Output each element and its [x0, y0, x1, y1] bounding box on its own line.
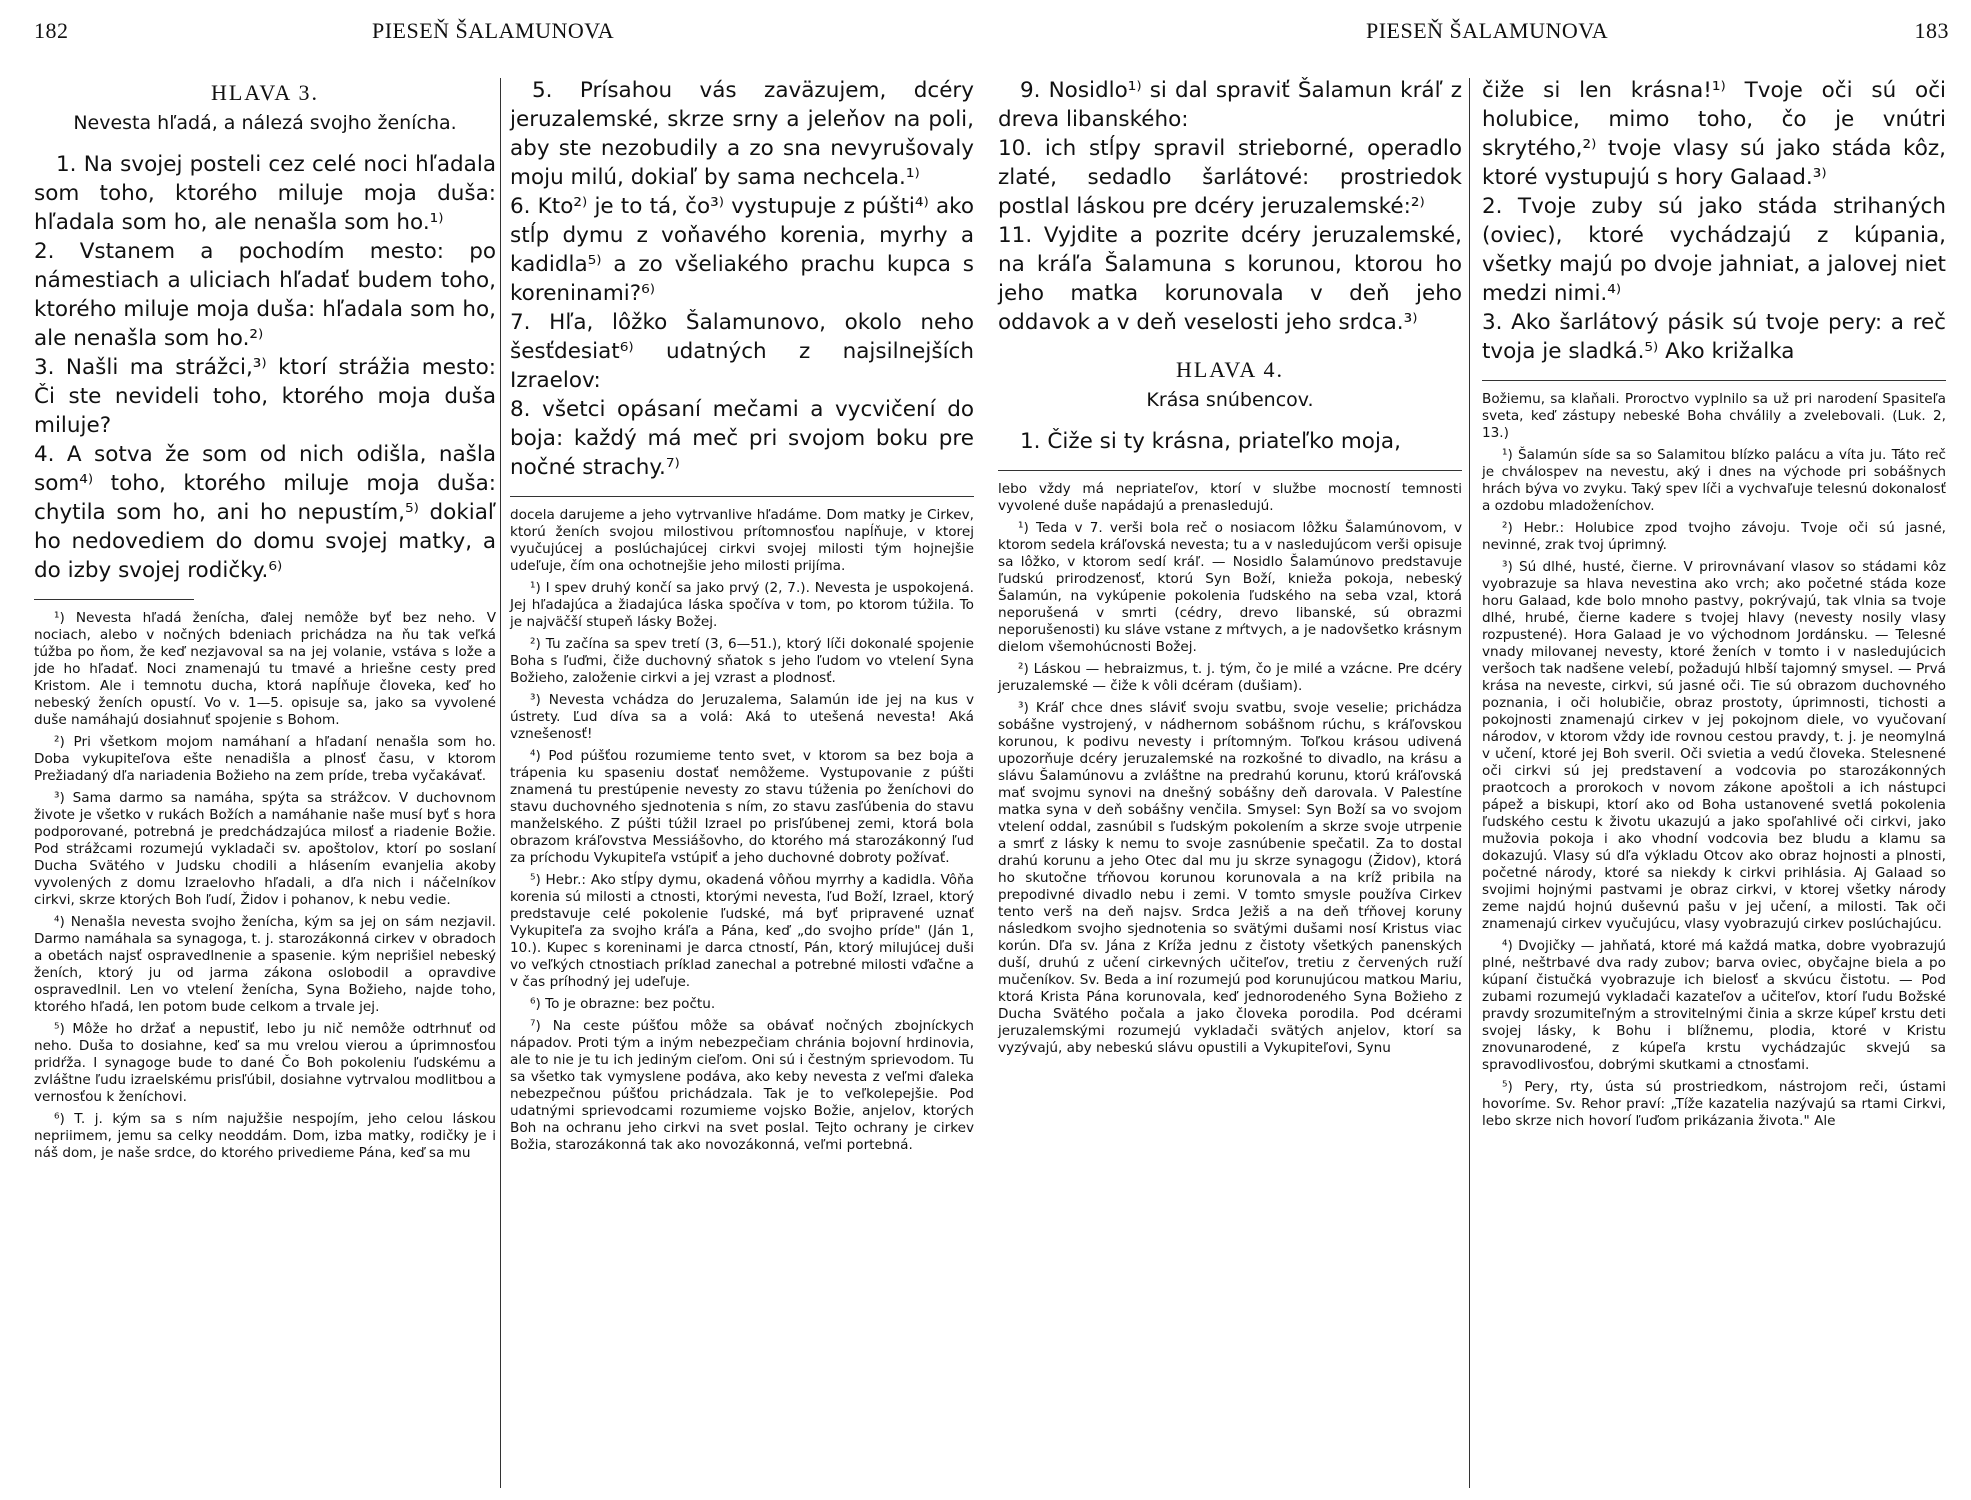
verse: 3. Ako šarlátový pásik sú tvoje pery: a reč tvoja je sladká.⁵⁾ Ako križalka — [1482, 310, 1946, 364]
footnote: ⁴) Pod púšťou rozumieme tento svet, v ktorom sa bez boja a trápenia ku spaseniu dostať nemôžeme. Vystupovanie z púšti znamená tu prestúpenie nevesty zo stavu túženia po ženíchovi do stavu duchovného sjednotenia s ním, zo stavu zasľúbenia do stavu manželského. Z púšti túžil Izrael po prisľúbenej zemi, ktorá bola obrazom kráľovstva Messiášovho, do ktorého má starozákonný ľud za príchodu Vykupiteľa vstúpiť a jeho duchovné dobroty požívať. — [510, 748, 974, 866]
footnote: ⁶) T. j. kým sa s ním najužšie nespojím, jeho celou láskou nepriimem, jemu sa celky neoddám. Dom, izba matky, rodičky je i náš dom, je naše srdce, do ktorého privedieme Pána, keď sa mu — [34, 1111, 496, 1161]
verse: 2. Vstanem a pochodím mesto: po námestiach a uliciach hľadať budem toho, ktorého miluje moja duša: hľadala som ho, ale nenašla som ho.²⁾ — [34, 239, 496, 351]
verses — [998, 76, 1462, 337]
footnote: ¹) Šalamún síde sa so Salamitou blízko palácu a víta ju. Táto reč je chválospev na nevestu, aký i dnes na východe pri sobášnych hrách býva vo zvyku. Taký spev líči a vychvaľuje telesnú dokonalosť a ozdobu mladoženíchov. — [1482, 447, 1946, 514]
footnote: ²) Tu začína sa spev tretí (3, 6—51.), ktorý líči dokonalé spojenie Boha s ľuďmi, čiže duchovný sňatok s jeho ľudom vo vtelení Syna Božieho, založenie cirkvi a jej vzrast a plodnosť. — [510, 636, 974, 686]
footnote: ²) Hebr.: Holubice zpod tvojho závoju. Tvoje oči sú jasné, nevinné, zrak tvoj úprimný. — [1482, 520, 1946, 553]
footnote: ¹) I spev druhý končí sa jako prvý (2, 7.). Nevesta je uspokojená. Jej hľadajúca a žiadajúca láska spočíva v tom, po ktorom túžila. To je najväčší stupeň lásky Božej. — [510, 580, 974, 630]
running-head — [0, 18, 985, 52]
footnote: ⁵) Môže ho držať a nepustiť, lebo ju nič nemôže odtrhnuť od neho. Duša to dosiahne, keď sa mu vrelou vierou a úprimnosťou pridŕža. I synagoge bude to dané Čo Boh pokoleniu ľudskému a zvláštne ľudu izraelskému prisľúbil, dosiahne vytrvalou modlitbou a vernosťou k ženíchovi. — [34, 1021, 496, 1105]
footnotes — [1482, 391, 1946, 1130]
chapter-heading: HLAVA 3. — [210, 80, 320, 105]
column-right — [1482, 76, 1946, 1135]
footnote: ⁴) Dvojičky — jahňatá, ktoré má každá matka, dobre vyobrazujú plné, neštrbavé dva rady zubov; barva oviec, obyčajne biela a po kúpaní čistučká vyobrazuje ich bielosť a skvúcu čistotu. — Pod zubami rozumejú vykladači kazateľov a učiteľov, ktorí ľudu Božské pravdy srozumiteľným a strovitelnými činia a skrze kúpeľ krstu deti svojej lásky, k Bohu i blížnemu, plodia, ktoré v Kristu znovunarodené, z kúpeľa krstu vychádzajúc skvejú sa spravodlivosťou, dobrými skutkami a ctnosťami. — [1482, 938, 1946, 1073]
footnote-continuation: Božiemu, sa klaňali. Proroctvo vyplnilo sa už pri narodení Spasiteľa sveta, keď zástupy nebeské Boha chválily a zvelebovali. (Luk. 2, 13.) — [1482, 391, 1946, 441]
footnote-continuation: lebo vždy má nepriateľov, ktorí v službe mocností temnosti vyvolené duše napádajú a prenasledujú. — [998, 481, 1462, 514]
chapter-subtitle: Nevesta hľadá, a nálezá svojho ženícha. — [73, 112, 457, 134]
verse: 9. Nosidlo¹⁾ si dal spraviť Šalamun kráľ z dreva libanského: — [998, 78, 1462, 132]
footnote-divider — [510, 496, 974, 497]
verses — [34, 150, 496, 585]
footnote: ³) Kráľ chce dnes sláviť svoju svatbu, svoje veselie; prichádza sobášne vystrojený, v nádhernom sobášnom rúchu, s kráľovskou korunou, k podivu nevesty i prítomným. Toľkou krásou udivená upozorňuje dcéry jeruzalemské na rozkošné to divadlo, na krásu a slávu Šalamúnovu a zvláštne na predrahú korunu, ktorú kráľovská mať svojmu synovi na dnešný sobášny deň darovala. V Palestíne matka syna v deň sobášny venčila. Smysel: Syn Boží sa vo svojom vtelení oddal, zasnúbil s ľudským pokolením a skrze svoje utrpenie a smrť z lásky k nemu to svoje zasnúbenie spečatil. Za to dostal drahú korunu a jeho Otec dal mu ju skrze synagogu (Židov), ktorá ho skutočne tŕňovou korunou korunovala a na kríž pribila na prepodivné divadlo nebu i zemi. V tomto smysle používa Cirkev tento verš na deň najsv. Srdca Ježiš a na deň tŕňovej koruny následkom svojho sjednotenia so svätými dušami nosí Kristus viac korún. Dľa sv. Jána z Kríža jednu z čistoty všetkých panenských duší, druhú z učení cirkevných učiteľov, tretiu z červených ruží mučeníkov. Sv. Beda a iní rozumejú pod korunujúcou matkou Mariu, ktorá Krista Pána korunovala, keď jednorodeného Syna Božieho z Ducha Svätého počala a jako človeka porodila. Pod dcérami jeruzalemskými rozumejú vykladači svätých anjelov, ktorí sa vyzývajú, aby nebeskú slávu opustili a Vykupiteľovi, Synu — [998, 700, 1462, 1056]
running-title: PIESEŇ ŠALAMUNOVA — [1366, 18, 1609, 43]
footnote: ⁵) Hebr.: Ako stĺpy dymu, okadená vôňou myrrhy a kadidla. Vôňa korenia sú milosti a ctnosti, ktorými nevesta, ľud Boží, Izrael, ktorý predstavuje celé pokolenie ľudské, má byť pripravené uznať Vykupiteľa za svojho kráľa a Pána, keď „do svojho príde" (Ján 1, 10.). Kupec s koreninami je darca ctností, Pán, ktorý milujúcej duši vo veľkých ctnostiach príklad zanechal a potrebné milosti vďačne a v čas príhodný jej udeľuje. — [510, 872, 974, 990]
column-rule — [1469, 78, 1470, 1488]
verse: 11. Vyjdite a pozrite dcéry jeruzalemské, na kráľa Šalamuna s korunou, ktorou ho jeho matka korunovala v deň jeho oddavok a v deň veselosti jeho srdca.³⁾ — [998, 223, 1462, 335]
footnote: ²) Pri všetkom mojom namáhaní a hľadaní nenašla som ho. Doba vykupiteľova ešte nenadišla a plnosť času, v ktorom Prežiadaný dľa nariadenia Božieho na zem príde, treba vyčakávať. — [34, 734, 496, 784]
verse: 4. A sotva že som od nich odišla, našla som⁴⁾ toho, ktorého miluje moja duša: chytila som ho, ani ho nepustím,⁵⁾ dokiaľ ho nedovediem do domu svojej matky, a do izby svojej rodičky.⁶⁾ — [34, 442, 496, 583]
running-title: PIESEŇ ŠALAMUNOVA — [372, 18, 615, 43]
chapter-subtitle: Krása snúbencov. — [1146, 389, 1314, 411]
page-number: 182 — [34, 18, 69, 43]
verses — [510, 76, 974, 482]
footnote: ¹) Nevesta hľadá ženícha, ďalej nemôže byť bez neho. V nociach, alebo v nočných bdeniach prichádza na ňu tak veľká túžba po ňom, že keď nezjavoval sa na jej volanie, vstáva s lože a jde ho hľadať. Noci znamenajú tu tmavé a hriešne cesty pred Kristom. Ale i temnotu ducha, ktorá napĺňuje človeka, keď ho nebeský ženích opustí. Vo v. 1—5. opisuje sa, jako sa vyvolené duše namáhajú dosiahnuť spojenie s Bohom. — [34, 610, 496, 728]
column-left — [998, 76, 1462, 1062]
verse: 1. Na svojej posteli cez celé noci hľadala som toho, ktorého miluje moja duša: hľadala som ho, ale nenašla som ho.¹⁾ — [34, 152, 496, 235]
footnote: ³) Sú dlhé, husté, čierne. V prirovnávaní vlasov so stádami kôz vyobrazuje sa hlava nevestina ako vrch; ako početné stáda koze horu Galaad, kde bolo mnoho pastvy, pokrývajú, tak vlnia sa tvoje dlhé, hrubé, čierne kadere s tvojej hlavy (nevesty nosily vlasy rozpustené). Hora Galaad je vo východnom Jordánsku. — Telesné vnady milovanej nevesty, ktoré ženích v tomto i v nasledujúcich veršoch tak nadšene velebí, požadujú hlbší tajomný smysel. — Prvá krása na neveste, cirkvi, sú jasné oči. Tie sú obrazom duchovného poznania, i oči holubičie, obraz prostoty, úprimnosti, tichosti a pokojnosti znamenajú cirkev v jej pokojnom diele, vo vyučovaní národov, v ktorom vždy ide rovnou cestou pravdy, t. j. je neomylná v učení, ktoré jej Boh sveril. Oči svietia a vedú človeka. Stelesnené oči cirkvi sú jej predstavení a vodcovia po starozákonných praotcoch a prorokoch v novom zákone apoštoli a ich nástupci pápež a biskupi, ktorí ako od Boha ustanovené svetlá pokolenia ľudského cestu k životu ukazujú a jako spoľahlivé oči cirkvi, jako mužovia pokoja i ako vhodní vodcovia bez bludu a klamu sa dokazujú. Vlasy sú dľa výkladu Otcov ako obraz hojnosti a plnosti, početné národy, ktoré sa niekdy k cirkvi prihlásia. Aj Galaad so svojimi hojnými pastvami je obraz cirkvi, v ktorej všetky národy zeme najdú hojnú duševnú pašu v jej učení, a milosti. Tak oči znamenajú cirkev vyučujúcu, vlasy vyobrazujú cirkev poslúchajúcu. — [1482, 559, 1946, 932]
footnote: ¹) Teda v 7. verši bola reč o nosiacom lôžku Šalamúnovom, v ktorom sedela kráľovská nevesta; tu a v nasledujúcom verši opisuje sa lôžko, v ktorom sedí kráľ. — Nosidlo Šalamúnovo predstavuje ľudskú prirodzenosť, ktorú Syn Boží, knieža pokoja, nebeský Šalamún, na vykúpenie pokolenia ľudského na seba vzal, ktorá neporušená v smrti (cédry, drevo libanské, sú obrazmi neporušenosti) ku sláve vstane z mŕtvych, a je nadovšetko krásnym dielom všemohúcnosti Božej. — [998, 520, 1462, 655]
verse: 3. Našli ma strážci,³⁾ ktorí strážia mesto: Či ste nevideli toho, ktorého moja duša miluje? — [34, 355, 496, 438]
page-number: 183 — [1914, 18, 1949, 43]
right-page — [986, 0, 1971, 1500]
footnotes — [510, 507, 974, 1154]
footnote-divider — [34, 599, 194, 600]
footnote-divider — [998, 470, 1462, 471]
verse: čiže si len krásna!¹⁾ Tvoje oči sú oči holubice, mimo toho, čo je vnútri skrytého,²⁾ tvoje vlasy sú jako stáda kôz, ktoré vystupujú s hory Galaad.³⁾ — [1482, 78, 1946, 190]
footnote: ⁵) Pery, rty, ústa sú prostriedkom, nástrojom reči, ústami hovoríme. Sv. Rehor praví: „Tíže kazatelia nazývajú sa rtami Cirkvi, lebo skrze nich hovorí ľuďom prikázania života." Ale — [1482, 1079, 1946, 1129]
footnote: ²) Láskou — hebraizmus, t. j. tým, čo je milé a vzácne. Pre dcéry jeruzalemské — čiže k vôli dcéram (dušiam). — [998, 661, 1462, 694]
column-right — [510, 76, 974, 1159]
footnote: ⁶) To je obrazne: bez počtu. — [530, 996, 716, 1012]
footnotes — [998, 481, 1462, 1057]
verses — [1482, 76, 1946, 366]
footnote: ³) Nevesta vchádza do Jeruzalema, Salamún ide jej na kus v ústrety. Ľud díva sa a volá: Aká to utešená nevesta! Aká vznešenosť! — [510, 692, 974, 742]
column-left — [34, 76, 496, 1167]
column-rule — [500, 78, 501, 1488]
footnote: ³) Sama darmo sa namáha, spýta sa strážcov. V duchovnom živote je všetko v rukách Božích a namáhanie naše musí byť s hora podporované, potrebná je predchádzajúca milosť a riadenie Božie. Pod strážcami rozumejú vykladači sv. apoštolov, ktorí po soslaní Ducha Svätého v Judsku chodili a hlásením evanjelia akoby vyvolených z domu Izraelovho hľadali, a dľa nich i náčelníkov cirkvi, skrze ktorých Boh ľudí, Židov i pohanov, k nebu vedie. — [34, 790, 496, 908]
verse: 2. Tvoje zuby sú jako stáda strihaných (oviec), ktoré vychádzajú z kúpania, všetky majú po dvoje jahniat, a jalovej niet medzi nimi.⁴⁾ — [1482, 194, 1946, 306]
verse: 8. všetci opásaní mečami a vycvičení do boja: každý má meč pri svojom boku pre nočné strachy.⁷⁾ — [510, 397, 974, 480]
verse: 1. Čiže si ty krásna, priateľko moja, — [1020, 429, 1401, 454]
verse: 6. Kto²⁾ je to tá, čo³⁾ vystupuje z púšti⁴⁾ ako stĺp dymu z voňavého korenia, myrhy a kadidla⁵⁾ a zo všeliakého prachu kupca s koreninami?⁶⁾ — [510, 194, 974, 306]
verse: 5. Prísahou vás zaväzujem, dcéry jeruzalemské, skrze srny a jeleňov na poli, aby ste nezobudily a zo sna nevyrušovaly moju milú, dokiaľ by sama nechcela.¹⁾ — [510, 78, 974, 190]
footnote: ⁷) Na ceste púšťou môže sa obávať nočných zbojníckych nápadov. Proti tým a iným nebezpečiam chránia bojovní hrdinovia, ale to nie je tu ich jediným cieľom. Oni sú i čestným sprievodom. Tu sa všetko tak vymyslene podáva, ako keby nevesta z veľmi ďaleka nebezpečnou púšťou prichádzala. Tak je to veľkolepejšie. Pod udatnými sprievodcami rozumieme vojsko Božie, anjelov, ktorých Boh na ochranu jeho cirkvi na svet poslal. Tejto ochrany je cirkev Božia, starozákonná tak ako novozákonná, veľmi portebná. — [510, 1018, 974, 1153]
running-head — [986, 18, 1971, 52]
chapter-heading: HLAVA 4. — [1175, 357, 1285, 382]
footnote-divider — [1482, 380, 1946, 381]
footnotes — [34, 610, 496, 1162]
left-page — [0, 0, 985, 1500]
footnote: ⁴) Nenašla nevesta svojho ženícha, kým sa jej on sám nezjavil. Darmo namáhala sa synagoga, t. j. starozákonná cirkev v obradoch a obetách najsť ospravedlnenie a spasenie. kým neprišiel nebeský ženích, ktorý ju od jarma zákona oslobodil a opravdive ospravedlnil. Len vo vtelení ženícha, Syna Božieho, najde toho, ktorého hľadá, len potom bude celkom a trvale jej. — [34, 914, 496, 1015]
verse: 10. ich stĺpy spravil strieborné, operadlo zlaté, sedadlo šarlátové: prostriedok postlal láskou pre dcéry jeruzalemské:²⁾ — [998, 136, 1462, 219]
verses — [998, 427, 1462, 456]
footnote-continuation: docela darujeme a jeho vytrvanlive hľadáme. Dom matky je Cirkev, ktorú ženích svojou milostivou prítomnosťou napĺňuje, v ktorej vyučujúcej a poslúchajúcej cirkvi svojej milosti tým hojnejšie udeľuje, čím ona ochotnejšie jeho milosti prijíma. — [510, 507, 974, 574]
verse: 7. Hľa, lôžko Šalamunovo, okolo neho šesťdesiat⁶⁾ udatných z najsilnejších Izraelov: — [510, 310, 974, 393]
